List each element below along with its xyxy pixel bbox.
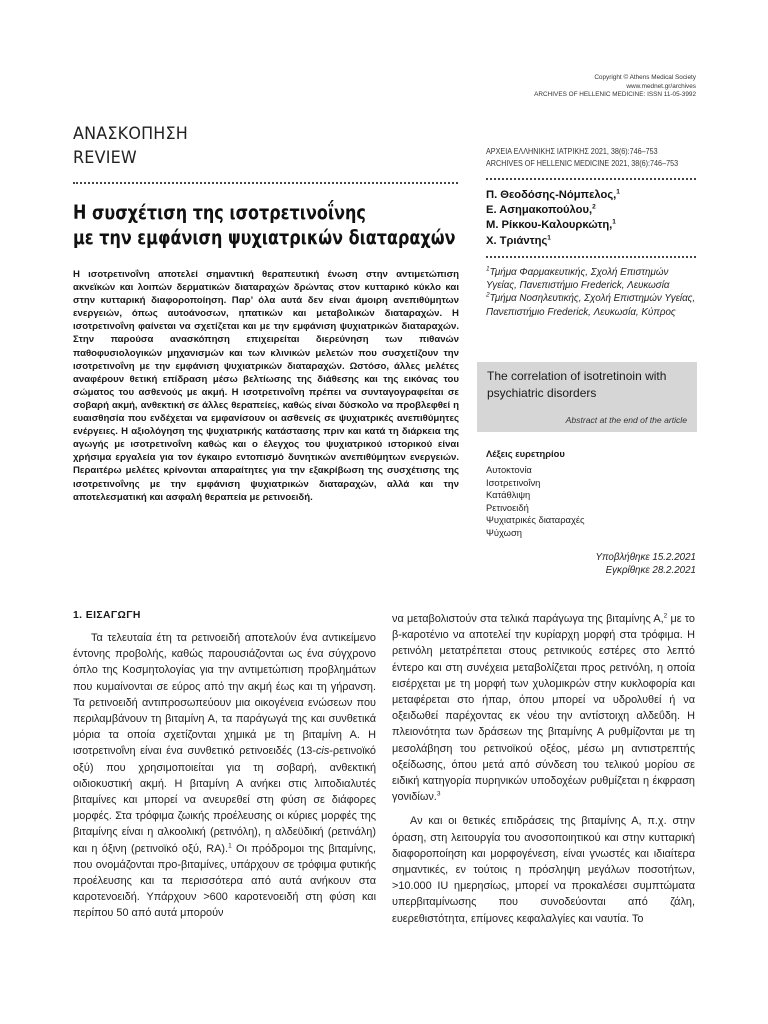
- journal-reference-greek: ΑΡΧΕΙΑ ΕΛΛΗΝΙΚΗΣ ΙΑΤΡΙΚΗΣ 2021, 38(6):746–753: [486, 147, 658, 156]
- affiliation-marker: 2: [592, 203, 596, 211]
- journal-reference: [486, 146, 678, 170]
- author-divider: [486, 178, 696, 180]
- body-column-right: [392, 611, 695, 927]
- english-title-box: [477, 362, 697, 432]
- submission-dates: [595, 552, 696, 577]
- submitted-date: Υποβλήθηκε 15.2.2021: [595, 552, 696, 563]
- keyword-item: Ρετινοειδή: [486, 501, 529, 513]
- copyright-notice: [366, 74, 696, 100]
- accepted-date: Εγκρίθηκε 28.2.2021: [605, 564, 696, 576]
- body-column-left: [73, 630, 376, 922]
- keyword-item: Ισοτρετινοΐνη: [486, 476, 541, 488]
- keyword-item: Αυτοκτονία: [486, 464, 532, 475]
- issn-line: ARCHIVES OF HELLENIC MEDICINE: ISSN 11-05-3992: [534, 91, 696, 99]
- author-name: Χ. Τριάντης$^1$: [486, 233, 551, 247]
- affiliation-divider: [486, 256, 696, 258]
- author-name: Ε. Ασημακοπούλου,$^2$: [486, 203, 596, 217]
- affiliation-marker: 1: [547, 233, 551, 241]
- keyword-item: Κατάθλιψη: [486, 489, 531, 501]
- journal-reference-english: ARCHIVES OF HELLENIC MEDICINE 2021, 38(6):746–753: [486, 159, 679, 168]
- affiliation-item: $^2$Τμήμα Νοσηλευτικής, Σχολή Επιστημών Υγείας, Πανεπιστήμιο Frederick, Λευκωσία, Κύπρος: [486, 292, 696, 318]
- english-title: The correlation of isotretinoin with psychiatric disorders: [487, 369, 667, 400]
- author-name: Μ. Ρίκκου-Καλουρκώτη,$^1$: [486, 218, 616, 232]
- section-label-greek: ΑΝΑΣΚΟΠΗΣΗ: [73, 124, 189, 144]
- keywords-list: [486, 464, 585, 540]
- author-name: Π. Θεοδόσης-Νόμπελος,$^1$: [486, 188, 620, 201]
- body-paragraph: Αν και οι θετικές επιδράσεις της βιταμίνης Α, π.χ. στην όραση, στη λειτουργία του ανοσοποιητικού και στην κυτταρική διαφοροποίηση και μορφογένεση, είναι γνωστές και ιδιαίτερα σημαντικές, εν τούτοις η πρόσληψη μεγάλων ποσοτήτων, >10.000 IU ημερησίως, μπορεί να προκαλέσει συμπτώματα υπερβιταμίνωσης που συνοδεύονται από ζάλη, ευερεθιστότητα, επίμονες κεφαλαλγίες και ναυτία. Το: [392, 815, 695, 925]
- title-divider: [73, 182, 458, 184]
- article-title: [73, 200, 456, 250]
- keyword-item: Ψυχιατρικές διαταραχές: [486, 514, 585, 526]
- affiliations: [486, 266, 696, 319]
- author-list: [486, 188, 620, 249]
- keyword-item: Ψύχωση: [486, 526, 522, 538]
- citation-marker: 3: [436, 790, 441, 798]
- section-label-english: REVIEW: [73, 148, 137, 168]
- english-abstract-note: Abstract at the end of the article: [565, 415, 687, 425]
- section-label: [73, 122, 188, 170]
- body-paragraph: να μεταβολιστούν στα τελικά παράγωγα της βιταμίνης Α,$^2$ με το β-καροτένιο να αποτελεί την κυρίαρχη μορφή στα τρόφιμα. Η ρετινόλη μετατρέπεται στους ρετινικούς εστέρες στο λεπτό έντερο και στη συνέχεια μεταβολίζεται προς ρετινόλη, η οποία εισέρχεται με τη μορφή των χυλομικρών στην κυκλοφορία και μεταφέρεται στο ήπαρ, όπου μπορεί να υδρολυθεί ή να οξειδωθεί παρέχοντας εκ νέου την αντίστοιχη αλδεΰδη. Η πλειονότητα των δράσεων της βιταμίνης Α ρυθμίζονται με τη μεσολάβηση του ρετινοϊκού οξέος, μέσω μη αντιστρεπτής οξείδωσης, όπου μετά από σύνδεση του τελικού μορίου σε ειδική κατηγορία πυρηνικών υποδοχέων ρυθμίζεται η έκφραση γονιδίων.$^3$: [392, 612, 695, 804]
- article-title-line: Η συσχέτιση της ισοτρετινοΐνης: [73, 201, 366, 224]
- citation-marker: 1: [228, 842, 232, 850]
- affiliation-marker: 1: [612, 218, 616, 226]
- section-heading-introduction: 1. ΕΙΣΑΓΩΓΗ: [73, 610, 141, 621]
- affiliation-item: $^1$Τμήμα Φαρμακευτικής, Σχολή Επιστημών Υγείας, Πανεπιστήμιο Frederick, Λευκωσία: [486, 265, 670, 292]
- abstract-text: Η ισοτρετινοΐνη αποτελεί σημαντική θεραπευτική ένωση στην αντιμετώπιση ακνεϊκών και λοιπών δερματικών διαταραχών δρώντας στον κυτταρικό κύκλο και στην κυτταρική διαφοροποίηση. Παρ’ όλα αυτά δεν είναι άμοιρη ανεπιθύμητων ενεργειών, όπως αυτοάνοσων, ηπατικών και μεταβολικών διαταραχών. Η ισοτρετινοΐνη φαίνεται να σχετίζεται και με την εμφάνιση ψυχιατρικών διαταραχών. Στην παρούσα ανασκόπηση επιχειρείται διερεύνηση των πιθανών παθοφυσιολογικών μηχανισμών και των κλινικών μελετών που συσχετίζουν την ισοτρετινοΐνη με την εμφάνιση ψυχιατρικών διαταραχών. Ωστόσο, άλλες μελέτες αναφέρουν θετική επίδραση μέσω βελτίωσης της διάθεσης και της εικόνας του σώματος του ασθενούς με ακμή. Η ισοτρετινοΐνη πρέπει να συνταγογραφείται σε σοβαρή ακμή, ανθεκτική σε άλλες θεραπείες, καθώς είναι δύσκολο να προβλεφθεί η ευαισθησία που ενδέχεται να εμφανίσουν οι ασθενείς σε ψυχιατρικές ανεπιθύμητες ενέργειες. Η αξιολόγηση της ψυχιατρικής κατάστασης πριν και κατά τη διάρκεια της αγωγής με ισοτρετινοΐνη καθώς και ο έλεγχος του ψυχιατρικού ιστορικού είναι χρήσιμα εργαλεία για τον έγκαιρο εντοπισμό δυνητικών ανεπιθύμητων ενεργειών. Περαιτέρω μελέτες κρίνονται απαραίτητες για την εξακρίβωση της συσχέτισης της ισοτρετινοΐνης με την εμφάνιση ψυχιατρικών διαταραχών, αλλά και την αποτελεσματική και ασφαλή θεραπεία με ρετινοειδή.: [73, 269, 459, 503]
- citation-marker: 2: [663, 612, 668, 620]
- article-title-line: με την εμφάνιση ψυχιατρικών διαταραχών: [73, 226, 456, 249]
- affiliation-marker: 1: [616, 188, 620, 196]
- keywords-heading: Λέξεις ευρετηρίου: [486, 448, 565, 459]
- copyright-line: Copyright © Athens Medical Society: [594, 74, 696, 81]
- journal-url: www.mednet.gr/archives: [626, 82, 696, 90]
- body-paragraph: Τα τελευταία έτη τα ρετινοειδή αποτελούν ένα αντικείμενο έντονης προβολής, καθώς παρουσιάζονται ως ένα σύγχρονο όπλο της Κοσμητολογίας για την αντιμετώπιση προβλημάτων που κυμαίνονται σε εύρος από την ακμή έως και τη γήρανση. Τα ρετινοειδή αντιπροσωπεύουν μια οικογένεια ενώσεων που περιλαμβάνουν τη βιταμίνη Α, τα παράγωγά της και συνθετικά μόρια τα οποία σχετίζονται χημικά με τη βιταμίνη Α. Η ισοτρετινοΐνη είναι ένα συνθετικό ρετινοειδές (13-cis-ρετινοϊκό οξύ) που χρησιμοποιείται για τη σοβαρή, ανθεκτική οιδιοκυστική ακμή. Η βιταμίνη Α ανήκει στις λιποδιαλυτές βιταμίνες και μπορεί να ανευρεθεί στη φύση σε διάφορες μορφές. Στα τρόφιμα ζωικής προέλευσης οι κύριες μορφές της βιταμίνης είναι η αλκοολική (ρετινόλη), η αλδεϋδική (ρετινάλη) και η όξινη (ρετινοϊκό οξύ, RA).$^1$ Οι πρόδρομοι της βιταμίνης, που ονομάζονται προ-βιταμίνες, υπάρχουν σε τρόφιμα φυτικής προέλευσης και τα περισσότερα από αυτά ανήκουν στα καροτενοειδή. Υπάρχουν >600 καροτενοειδή στη φύση και περίπου 50 από αυτά μπορούν: [73, 632, 376, 920]
